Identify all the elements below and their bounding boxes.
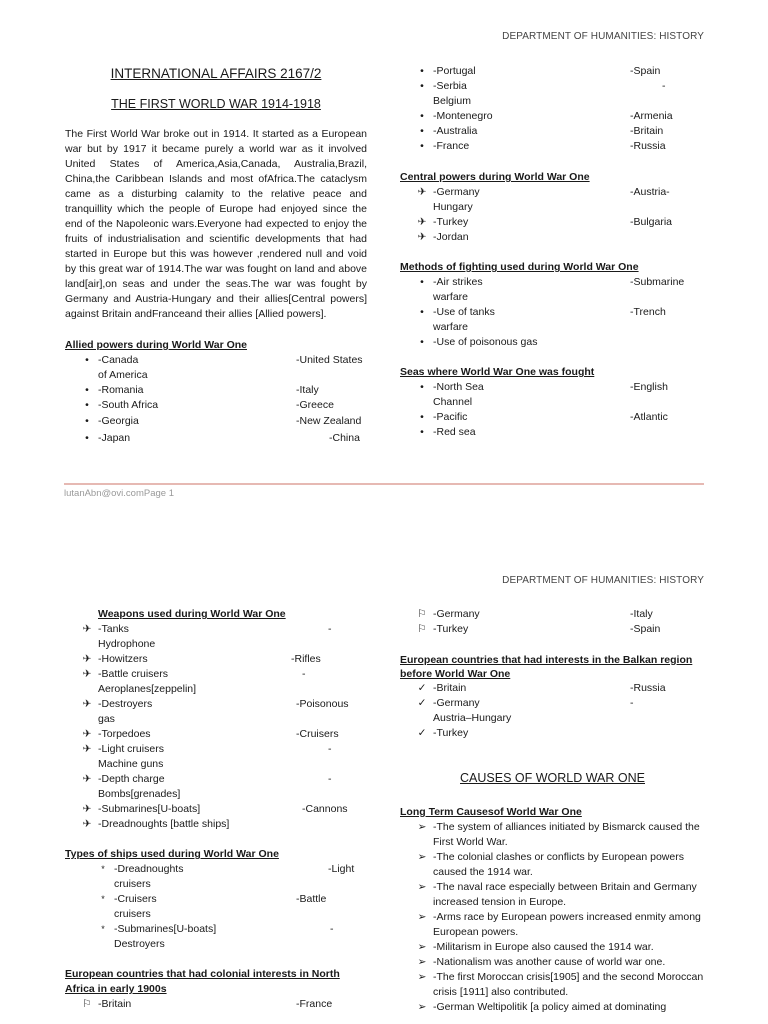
list-item: ✈ -Germany -Austria- Hungary <box>400 185 704 215</box>
list-item: ➢ -German Weltipolitik [a policy aimed at dominating <box>400 1000 705 1015</box>
list-item: • -Japan -China <box>65 431 367 446</box>
bullet-icon: • <box>420 381 424 393</box>
department-header: DEPARTMENT OF HUMANITIES: HISTORY <box>502 575 704 586</box>
list-item: • -Montenegro -Armenia <box>400 109 704 124</box>
right-column <box>400 607 705 1015</box>
list-item: • -Georgia -New Zealand <box>65 414 367 429</box>
list-item: ✈ -Torpedoes -Cruisers <box>65 727 371 742</box>
list-item: ✈ -Howitzers -Rifles <box>65 652 371 667</box>
central-powers-heading: Central powers during World War One <box>400 171 590 183</box>
colonial-interests-list <box>65 997 371 1012</box>
weapons-list <box>65 622 371 832</box>
list-item: ✓ -Germany - Austria–Hungary <box>400 696 705 726</box>
page-1 <box>0 0 768 500</box>
list-item: • -North Sea -English Channel <box>400 380 704 410</box>
list-item: ✈ -Tanks - Hydrophone <box>65 622 371 652</box>
arrow-icon: ✈ <box>82 698 92 710</box>
list-item: ⚐ -Britain -France <box>65 997 371 1012</box>
check-icon: ✓ <box>417 727 427 739</box>
bullet-icon: • <box>85 354 89 366</box>
list-item: ✈ -Turkey -Bulgaria <box>400 215 704 230</box>
bullet-icon: • <box>420 80 424 92</box>
list-item: ⚐ -Germany -Italy <box>400 607 705 622</box>
bullet-icon: • <box>420 110 424 122</box>
document-title: INTERNATIONAL AFFAIRS 2167/2 <box>110 66 322 81</box>
list-item: ✈ -Destroyers -Poisonous gas <box>65 697 371 727</box>
arrow-icon: ✈ <box>82 818 92 830</box>
flag-icon: ⚐ <box>417 608 427 620</box>
asterisk-icon: * <box>101 924 105 934</box>
list-item: • -Red sea <box>400 425 704 440</box>
bullet-icon: • <box>420 65 424 77</box>
arrow-icon: ✈ <box>417 186 427 198</box>
long-term-causes-list <box>400 820 705 1015</box>
check-icon: ✓ <box>417 682 427 694</box>
seas-heading: Seas where World War One was fought <box>400 366 595 378</box>
arrow-icon: ✈ <box>82 803 92 815</box>
arrowhead-icon: ➢ <box>417 881 427 893</box>
list-item: ⚐ -Turkey -Spain <box>400 622 705 637</box>
page-gap <box>0 500 768 544</box>
bullet-icon: • <box>85 432 89 444</box>
list-item: ➢ -Nationalism was another cause of world war one. <box>400 955 705 970</box>
intro-paragraph: The First World War broke out in 1914. It started as a European war but by 1917 it became purely a world war as it involved United States of America,Asia,Canada, Australia,Brazil, China,the Caribbean Islands and most ofAfrica.The cataclysm came as a disturbing calamity to the relative peace and tranquillity which the people of Europe had enjoyed since the end of the Napoleonic wars.Everyone had expected to enjoy the fruits of industrialisation and scientific developments that had started in Europe but this was however ,rendered null and void by this great war of 1914.The war was fought on land and above land[air],on seas and under the seas.The war was fought by Germany and Austria-Hungary and their allies[Central powers] against Britain andFranceand their allies [Allied powers]. <box>65 128 367 320</box>
arrow-icon: ✈ <box>82 668 92 680</box>
bullet-icon: • <box>420 411 424 423</box>
list-item: • -Air strikes -Submarine warfare <box>400 275 704 305</box>
bullet-icon: • <box>85 384 89 396</box>
seas-list <box>400 380 704 440</box>
bullet-icon: • <box>420 276 424 288</box>
document-subtitle: THE FIRST WORLD WAR 1914-1918 <box>111 97 321 111</box>
asterisk-icon: * <box>101 864 105 874</box>
allied-powers-list-continued <box>400 64 704 154</box>
list-item: ✈ -Battle cruisers - Aeroplanes[zeppelin] <box>65 667 371 697</box>
bullet-icon: • <box>85 415 89 427</box>
arrowhead-icon: ➢ <box>417 971 427 983</box>
asterisk-icon: * <box>101 894 105 904</box>
list-item: ➢ -The colonial clashes or conflicts by European powers caused the 1914 war. <box>400 850 705 880</box>
arrowhead-icon: ➢ <box>417 851 427 863</box>
left-column <box>65 66 367 446</box>
list-item: ➢ -Militarism in Europe also caused the 1914 war. <box>400 940 705 955</box>
list-item: ➢ -The first Moroccan crisis[1905] and the second Moroccan crisis [1911] also contributed. <box>400 970 705 1000</box>
arrowhead-icon: ➢ <box>417 1001 427 1013</box>
arrowhead-icon: ➢ <box>417 911 427 923</box>
long-term-causes-heading: Long Term Causesof World War One <box>400 806 582 818</box>
page-2 <box>0 544 768 1024</box>
list-item: ✈ -Jordan <box>400 230 704 245</box>
methods-list <box>400 275 704 350</box>
arrow-icon: ✈ <box>82 773 92 785</box>
methods-heading: Methods of fighting used during World War One <box>400 261 639 273</box>
arrow-icon: ✈ <box>417 231 427 243</box>
list-item: • -Use of poisonous gas <box>400 335 704 350</box>
allied-powers-heading: Allied powers during World War One <box>65 339 248 351</box>
list-item: • -South Africa -Greece <box>65 398 367 413</box>
page-footer: lutanAbn@ovi.comPage 1 <box>64 488 174 499</box>
colonial-interests-list-continued <box>400 607 705 637</box>
list-item: ➢ -Arms race by European powers increased enmity among European powers. <box>400 910 705 940</box>
bullet-icon: • <box>420 140 424 152</box>
flag-icon: ⚐ <box>82 998 92 1010</box>
bullet-icon: • <box>420 125 424 137</box>
arrow-icon: ✈ <box>82 728 92 740</box>
footer-divider <box>64 483 704 485</box>
balkan-heading: European countries that had interests in the Balkan region before World War One <box>400 654 693 680</box>
balkan-list <box>400 681 705 741</box>
list-item: • -Pacific -Atlantic <box>400 410 704 425</box>
list-item: • -Portugal -Spain <box>400 64 704 79</box>
left-column <box>65 607 371 1012</box>
list-item: * -Dreadnoughts -Light cruisers <box>81 862 371 892</box>
bullet-icon: • <box>420 306 424 318</box>
arrow-icon: ✈ <box>82 653 92 665</box>
bullet-icon: • <box>420 426 424 438</box>
arrowhead-icon: ➢ <box>417 821 427 833</box>
list-item: • -France -Russia <box>400 139 704 154</box>
list-item: • -Canada -United States of America <box>65 353 367 383</box>
list-item: • -Australia -Britain <box>400 124 704 139</box>
arrowhead-icon: ➢ <box>417 941 427 953</box>
arrow-icon: ✈ <box>82 623 92 635</box>
list-item: ➢ -The system of alliances initiated by Bismarck caused the First World War. <box>400 820 705 850</box>
list-item: ✓ -Britain -Russia <box>400 681 705 696</box>
central-powers-list <box>400 185 704 245</box>
ships-list <box>65 862 371 952</box>
arrow-icon: ✈ <box>82 743 92 755</box>
arrowhead-icon: ➢ <box>417 956 427 968</box>
list-item: ✓ -Turkey <box>400 726 705 741</box>
right-column <box>400 64 704 440</box>
list-item: ✈ -Dreadnoughts [battle ships] <box>65 817 371 832</box>
causes-title: CAUSES OF WORLD WAR ONE <box>460 771 645 785</box>
arrow-icon: ✈ <box>417 216 427 228</box>
ships-heading: Types of ships used during World War One <box>65 848 279 860</box>
list-item: ✈ -Light cruisers - Machine guns <box>65 742 371 772</box>
list-item: • -Serbia - Belgium <box>400 79 704 109</box>
allied-powers-list <box>65 353 367 446</box>
list-item: ✈ -Depth charge - Bombs[grenades] <box>65 772 371 802</box>
flag-icon: ⚐ <box>417 623 427 635</box>
weapons-heading: Weapons used during World War One <box>98 608 286 620</box>
list-item: * -Cruisers -Battle cruisers <box>81 892 371 922</box>
bullet-icon: • <box>420 336 424 348</box>
check-icon: ✓ <box>417 697 427 709</box>
list-item: ✈ -Submarines[U-boats] -Cannons <box>65 802 371 817</box>
colonial-interests-heading: European countries that had colonial interests in North Africa in early 1900s <box>65 968 340 995</box>
list-item: * -Submarines[U-boats] - Destroyers <box>81 922 371 952</box>
list-item: • -Use of tanks -Trench warfare <box>400 305 704 335</box>
department-header: DEPARTMENT OF HUMANITIES: HISTORY <box>502 31 704 42</box>
list-item: ➢ -The naval race especially between Britain and Germany increased tension in Europe. <box>400 880 705 910</box>
list-item: • -Romania -Italy <box>65 383 367 398</box>
bullet-icon: • <box>85 399 89 411</box>
